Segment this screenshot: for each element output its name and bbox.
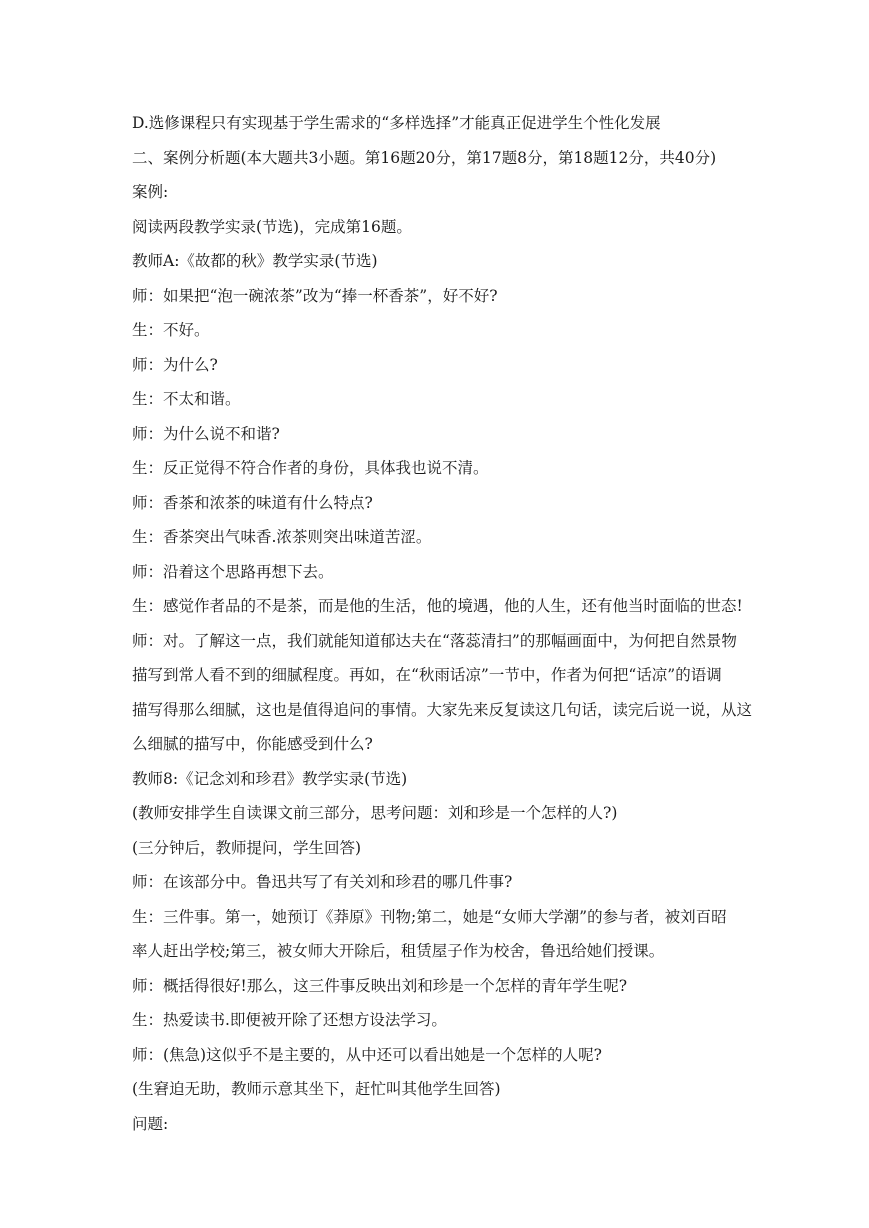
stage-direction: (教师安排学生自读课文前三部分，思考问题：刘和珍是一个怎样的人?) bbox=[132, 804, 618, 822]
dialogue-line: 生：感觉作者品的不是茶，而是他的生活，他的境遇，他的人生，还有他当时面临的世态! bbox=[132, 597, 743, 615]
section-heading: 二、案例分析题(本大题共3小题。第16题20分，第17题8分，第18题12分，共40分) bbox=[132, 148, 717, 167]
dialogue-line: 师：如果把“泡一碗浓茶”改为“捧一杯香茶”，好不好? bbox=[132, 286, 498, 305]
dialogue-paragraph-line: 率人赶出学校;第三，被女师大开除后，租赁屋子作为校舍，鲁迅给她们授课。 bbox=[132, 942, 665, 960]
dialogue-line: 生：热爱读书.即便被开除了还想方设法学习。 bbox=[132, 1011, 447, 1029]
instruction-line: 阅读两段教学实录(节选)，完成第16题。 bbox=[132, 217, 412, 236]
dialogue-paragraph-line: 师：对。了解这一点，我们就能知道郁达夫在“落蕊清扫”的那幅画面中，为何把自然景物 bbox=[132, 631, 737, 650]
option-d-line: D.选修课程只有实现基于学生需求的“多样选择”才能真正促进学生个性化发展 bbox=[132, 114, 661, 132]
case-label: 案例: bbox=[132, 183, 169, 201]
dialogue-paragraph-line: 么细腻的描写中，你能感受到什么? bbox=[132, 735, 373, 753]
teacher-b-title: 教师8:《记念刘和珍君》教学实录(节选) bbox=[132, 769, 408, 788]
stage-direction: (三分钟后，教师提问，学生回答) bbox=[132, 838, 362, 857]
dialogue-paragraph-line: 描写到常人看不到的细腻程度。再如，在“秋雨话凉”一节中，作者为何把“话凉”的语调 bbox=[132, 666, 722, 684]
dialogue-line: 生：不好。 bbox=[132, 321, 210, 339]
dialogue-line: 师：香茶和浓茶的味道有什么特点? bbox=[132, 493, 373, 512]
dialogue-line: 师：为什么? bbox=[132, 355, 218, 374]
dialogue-line: 师：在该部分中。鲁迅共写了有关刘和珍君的哪几件事? bbox=[132, 873, 513, 891]
dialogue-line: 师：(焦急)这似乎不是主要的，从中还可以看出她是一个怎样的人呢? bbox=[132, 1045, 602, 1064]
question-label: 问题: bbox=[132, 1114, 169, 1133]
dialogue-line: 生：不太和谐。 bbox=[132, 390, 241, 408]
document-body bbox=[132, 112, 792, 1147]
dialogue-line: 师：为什么说不和谐? bbox=[132, 424, 280, 443]
dialogue-line: 生：反正觉得不符合作者的身份，具体我也说不清。 bbox=[132, 459, 489, 477]
dialogue-line: 师：沿着这个思路再想下去。 bbox=[132, 562, 334, 581]
dialogue-line: 生：香茶突出气味香.浓茶则突出味道苦涩。 bbox=[132, 528, 432, 546]
dialogue-line: 师：概括得很好!那么，这三件事反映出刘和珍是一个怎样的青年学生呢? bbox=[132, 976, 628, 995]
dialogue-paragraph-line: 生：三件事。第一，她预订《莽原》刊物;第二，她是“女师大学潮”的参与者，被刘百昭 bbox=[132, 907, 727, 926]
dialogue-paragraph-line: 描写得那么细腻，这也是值得追问的事情。大家先来反复读这几句话，读完后说一说，从这 bbox=[132, 700, 753, 719]
teacher-a-title: 教师A:《故都的秋》教学实录(节选) bbox=[132, 252, 378, 270]
stage-direction: (生窘迫无助，教师示意其坐下，赶忙叫其他学生回答) bbox=[132, 1080, 501, 1098]
